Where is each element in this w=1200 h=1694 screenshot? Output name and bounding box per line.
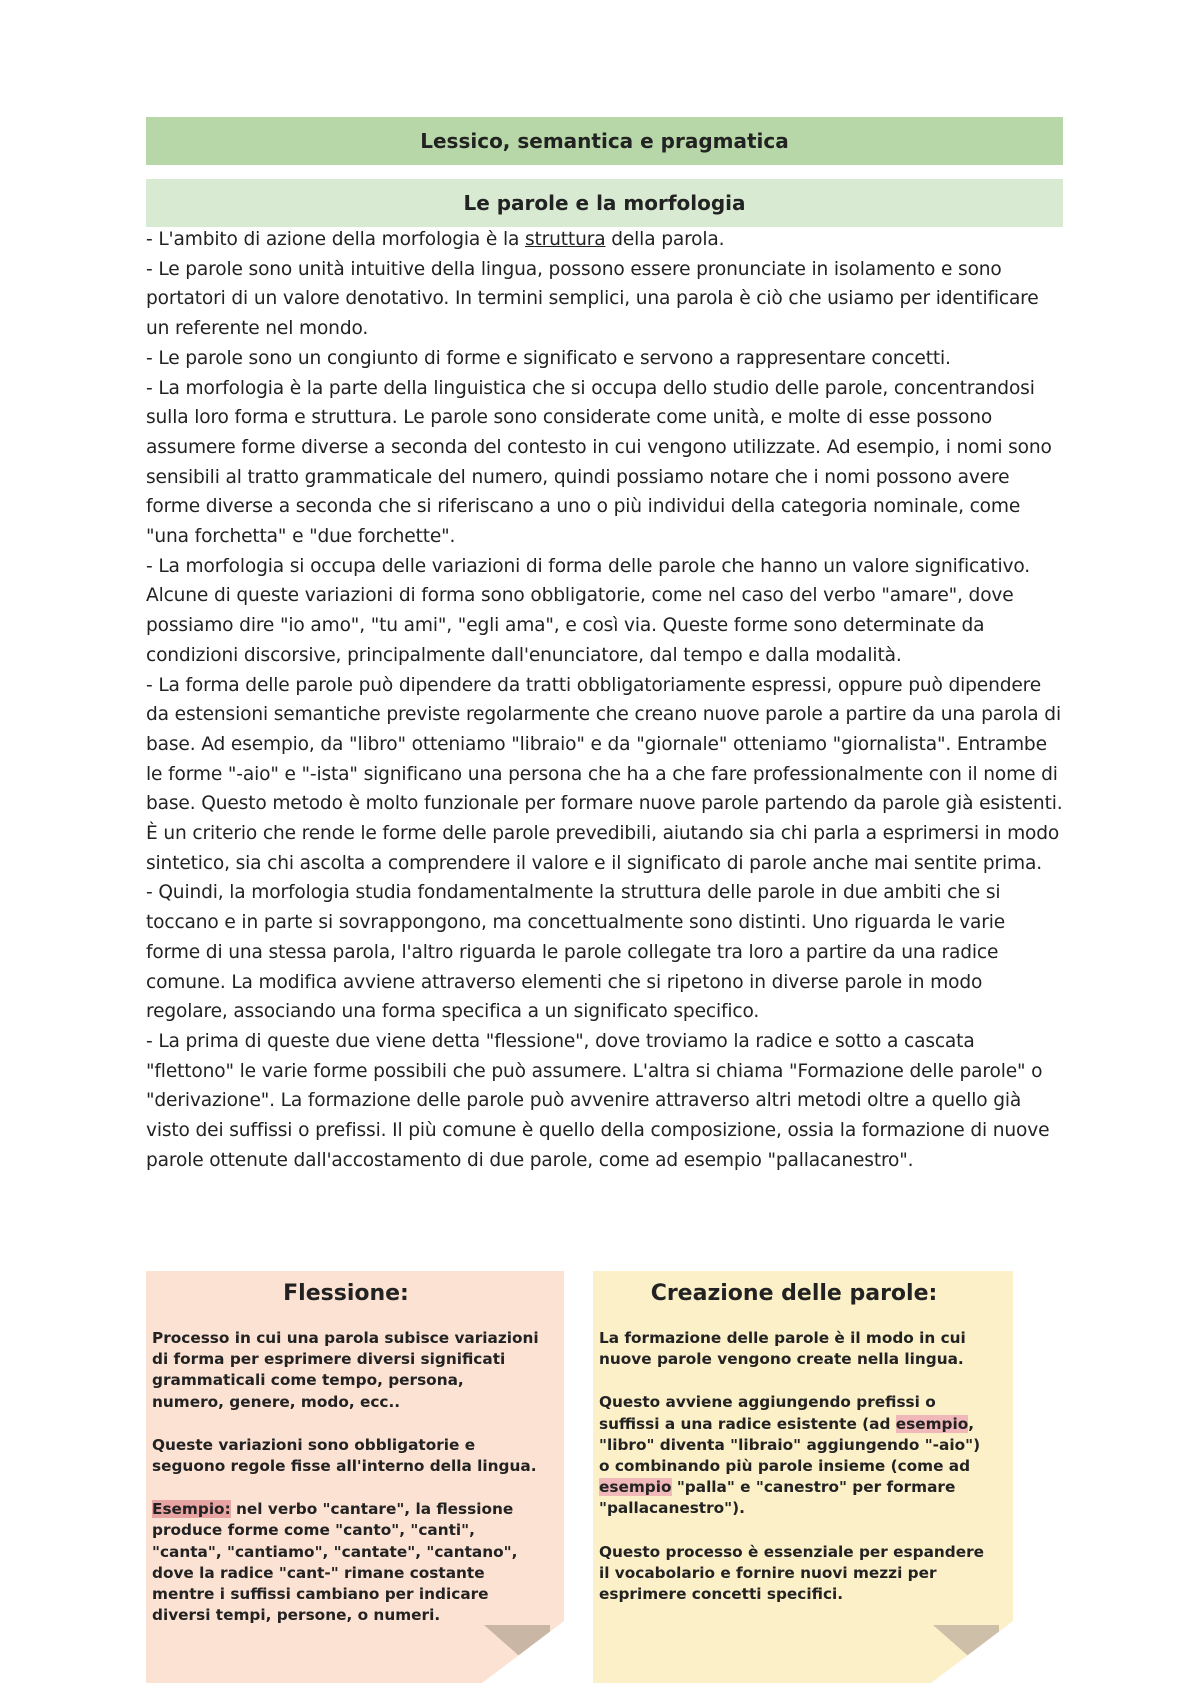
subsection-title-banner bbox=[146, 179, 1063, 227]
paragraph: - Le parole sono un congiunto di forme e significato e servono a rappresentare concetti. bbox=[146, 347, 951, 369]
note-paragraph: La formazione delle parole è il modo in cui nuove parole vengono create nella lingua. bbox=[599, 1329, 966, 1369]
note-paragraph: Questo avviene aggiungendo prefissi o suffissi a una radice esistente (ad esempio, "libro" diventa "libraio" aggiungendo "-aio") o combinando più parole insieme (come ad esempio "palla" e "canestro" per formare "pallacanestro"). bbox=[599, 1393, 981, 1518]
paragraph: - La morfologia si occupa delle variazioni di forma delle parole che hanno un valore significativo. Alcune di queste variazioni di forma sono obbligatorie, come nel caso del verbo "amare", dove possiamo dire "io amo", "tu ami", "egli ama", e così via. Queste forme sono determinate da condizioni discorsive, principalmente dall'enunciatore, dal tempo e dalla modalità. bbox=[146, 555, 1031, 666]
note-paragraph: Questo processo è essenziale per espandere il vocabolario e fornire nuovi mezzi per esprimere concetti specifici. bbox=[599, 1542, 985, 1604]
highlighted-text: esempio bbox=[599, 1478, 672, 1497]
paragraph: - Le parole sono unità intuitive della lingua, possono essere pronunciate in isolamento e sono portatori di un valore denotativo. In termini semplici, una parola è ciò che usiamo per identificare un referente nel mondo. bbox=[146, 258, 1039, 340]
sticky-note-creazione bbox=[593, 1271, 1013, 1683]
section-title-banner bbox=[146, 117, 1063, 165]
sticky-note-flessione bbox=[146, 1271, 564, 1683]
paragraph: - L'ambito di azione della morfologia è la struttura della parola. bbox=[146, 229, 725, 250]
section-title: Lessico, semantica e pragmatica bbox=[420, 129, 789, 153]
note-paragraph: Processo in cui una parola subisce variazioni di forma per esprimere diversi significati grammaticali come tempo, persona, numero, genere, modo, ecc.. bbox=[152, 1329, 539, 1411]
paragraph: - Quindi, la morfologia studia fondamentalmente la struttura delle parole in due ambiti che si toccano e in parte si sovrappongono, ma concettualmente sono distinti. Uno riguarda le varie forme di una stessa parola, l'altro riguarda le parole collegate tra loro a partire da una radice comune. La modifica avviene attraverso elementi che si ripetono in diverse parole in modo regolare, associando una forma specifica a un significato specifico. bbox=[146, 882, 1005, 1023]
document-page bbox=[146, 117, 1063, 1176]
page-curl bbox=[931, 1621, 1013, 1683]
note-paragraph: Esempio: nel verbo "cantare", la flessione produce forme come "canto", "canti", "canta", "cantiamo", "cantate", "cantano", dove la radice "cant-" rimane costante mentre i suffissi cambiano per indicare diversi tempi, persone, o numeri. bbox=[152, 1500, 518, 1625]
body-text bbox=[146, 225, 1063, 1176]
note-title: Flessione: bbox=[283, 1281, 409, 1306]
paragraph: - La prima di queste due viene detta "flessione", dove troviamo la radice e sotto a cascata "flettono" le varie forme possibili che può assumere. L'altra si chiama "Formazione delle parole" o "derivazione". La formazione delle parole può avvenire attraverso altri metodi oltre a quello già visto dei suffissi o prefissi. Il più comune è quello della composizione, ossia la formazione di nuove parole ottenute dall'accostamento di due parole, come ad esempio "pallacanestro". bbox=[146, 1030, 1050, 1171]
note-paragraph: Queste variazioni sono obbligatorie e seguono regole fisse all'interno della lingua. bbox=[152, 1435, 537, 1476]
underlined-word: struttura bbox=[524, 229, 606, 250]
note-title: Creazione delle parole: bbox=[650, 1281, 938, 1306]
highlighted-text: Esempio: bbox=[152, 1500, 231, 1519]
page-curl bbox=[482, 1621, 564, 1683]
paragraph: - La forma delle parole può dipendere da tratti obbligatoriamente espressi, oppure può dipendere da estensioni semantiche previste regolarmente che creano nuove parole a partire da una parola di base. Ad esempio, da "libro" otteniamo "libraio" e da "giornale" otteniamo "giornalista". Entrambe le forme "-aio" e "-ista" significano una persona che ha a che fare professionalmente con il nome di base. Questo metodo è molto funzionale per formare nuove parole partendo da parole già esistenti. È un criterio che rende le forme delle parole prevedibili, aiutando sia chi parla a esprimersi in modo sintetico, sia chi ascolta a comprendere il valore e il significato di parole anche mai sentite prima. bbox=[146, 674, 1063, 874]
paragraph: - La morfologia è la parte della linguistica che si occupa dello studio delle parole, concentrandosi sulla loro forma e struttura. Le parole sono considerate come unità, e molte di esse possono assumere forme diverse a seconda del contesto in cui vengono utilizzate. Ad esempio, i nomi sono sensibili al tratto grammaticale del numero, quindi possiamo notare che i nomi possono avere forme diverse a seconda che si riferiscano a uno o più individui della categoria nominale, come "una forchetta" e "due forchette". bbox=[146, 377, 1052, 548]
subsection-title: Le parole e la morfologia bbox=[463, 191, 746, 215]
highlighted-text: esempio bbox=[895, 1414, 969, 1433]
